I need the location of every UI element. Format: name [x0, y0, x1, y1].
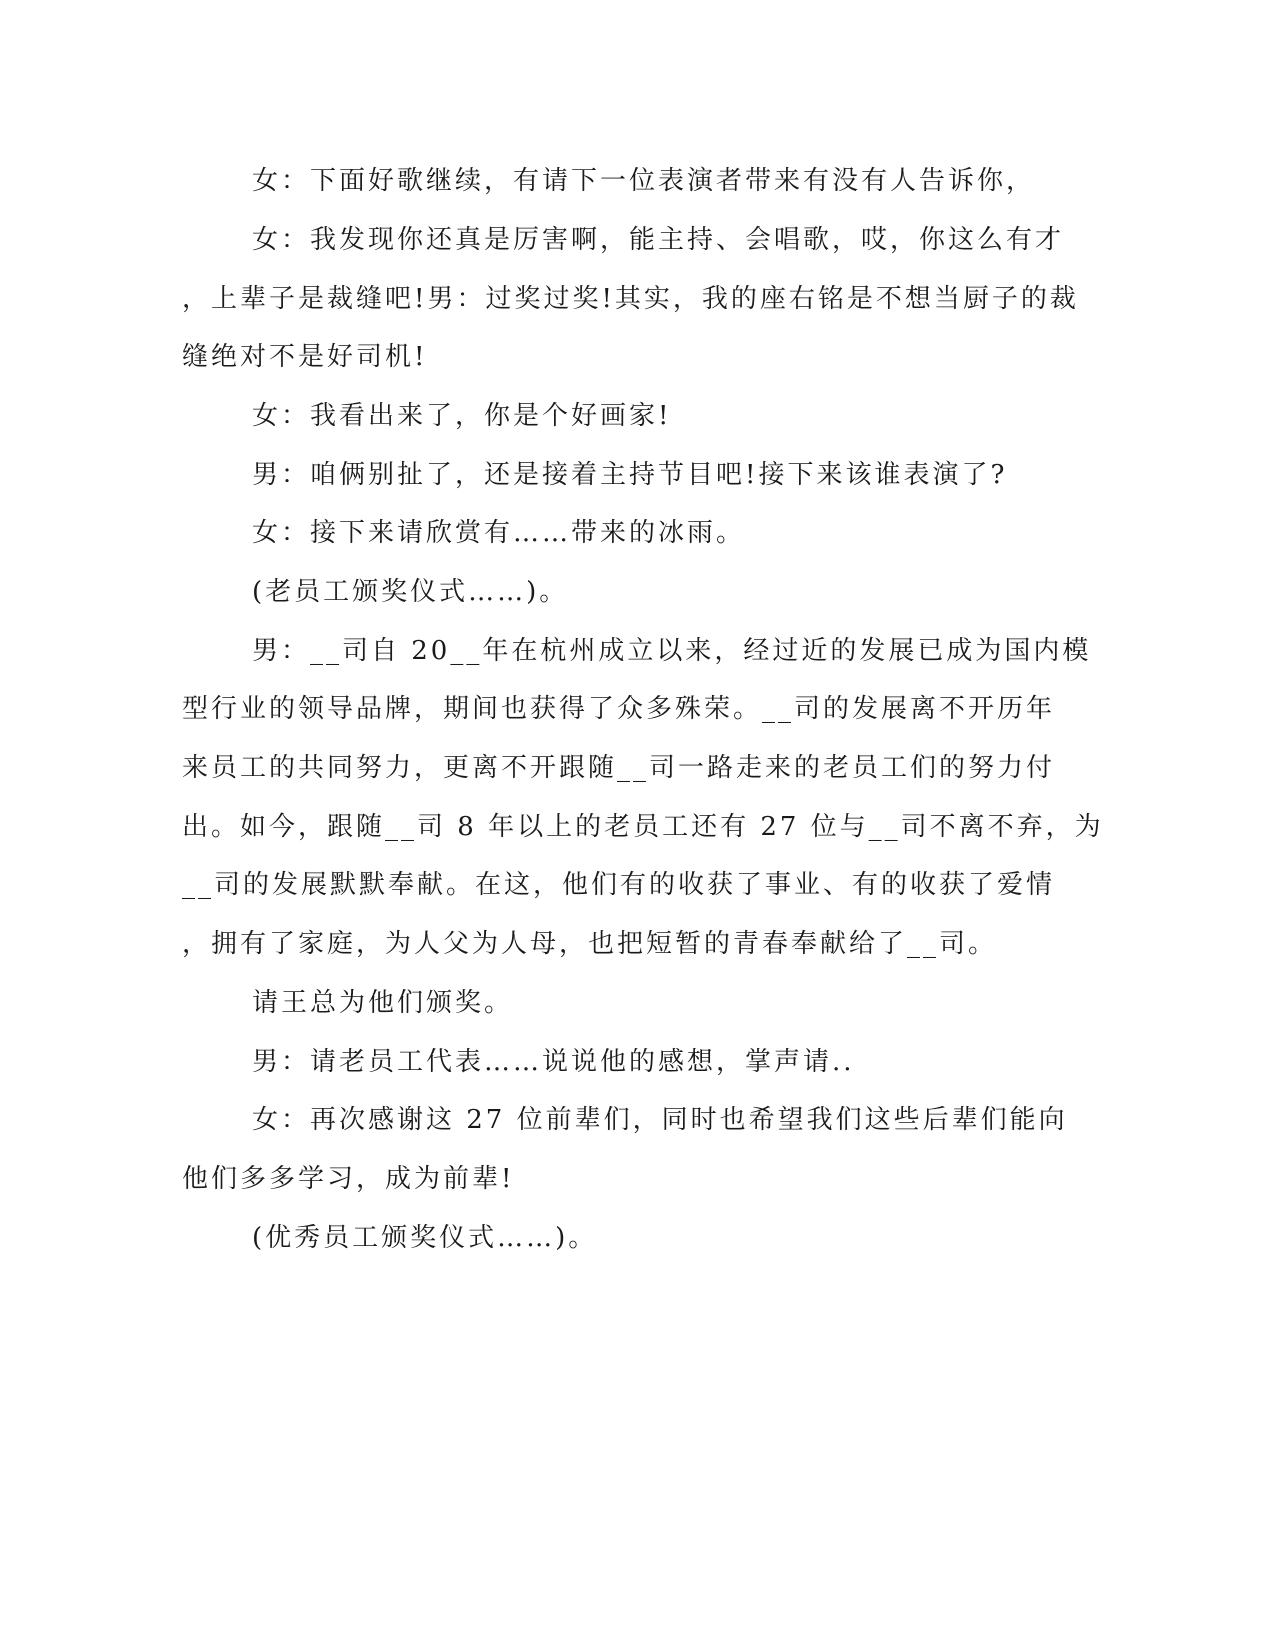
text-line: 来员工的共同努力，更离不开跟随__司一路走来的老员工们的努力付	[182, 753, 1056, 783]
text-line: 男：__司自 20__年在杭州成立以来，经过近的发展已成为国内模	[252, 636, 1092, 666]
text-line: 型行业的领导品牌，期间也获得了众多殊荣。__司的发展离不开历年	[182, 694, 1056, 724]
text-line: 女：接下来请欣赏有……带来的冰雨。	[252, 518, 746, 548]
text-line: (老员工颁奖仪式……)。	[252, 577, 569, 607]
text-line: 男：请老员工代表……说说他的感想，掌声请..	[252, 1047, 855, 1077]
text-line: (优秀员工颁奖仪式……)。	[252, 1223, 598, 1253]
text-line: 缝绝对不是好司机!	[182, 342, 428, 372]
text-line: 他们多多学习，成为前辈!	[182, 1164, 515, 1194]
text-line: 男：咱俩别扯了，还是接着主持节目吧!接下来该谁表演了?	[252, 460, 1008, 490]
text-line: 请王总为他们颁奖。	[252, 988, 514, 1018]
text-line: 女：我发现你还真是厉害啊，能主持、会唱歌，哎，你这么有才	[252, 225, 1065, 255]
text-line: ，上辈子是裁缝吧!男：过奖过奖!其实，我的座右铭是不想当厨子的裁	[182, 284, 1079, 314]
text-line: 女：再次感谢这 27 位前辈们，同时也希望我们这些后辈们能向	[252, 1105, 1068, 1135]
text-line: 出。如今，跟随__司 8 年以上的老员工还有 27 位与__司不离不弃，为	[182, 812, 1104, 842]
text-line: 女：我看出来了，你是个好画家!	[252, 401, 672, 431]
text-line: __司的发展默默奉献。在这，他们有的收获了事业、有的收获了爱情	[182, 870, 1056, 900]
text-line: 女：下面好歌继续，有请下一位表演者带来有没有人告诉你，	[252, 166, 1036, 196]
text-line: ，拥有了家庭，为人父为人母，也把短暂的青春奉献给了__司。	[182, 929, 998, 959]
